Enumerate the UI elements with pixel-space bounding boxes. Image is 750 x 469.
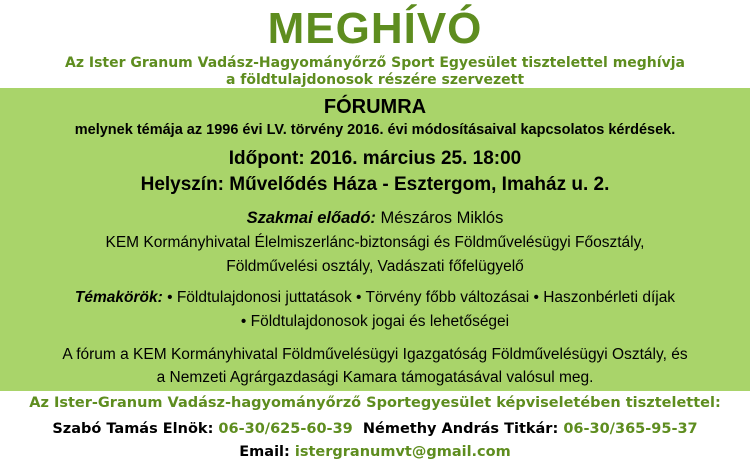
footer: [0, 391, 750, 469]
secretary-label: Némethy András Titkár:: [362, 421, 564, 437]
president-label: Szabó Tamás Elnök:: [52, 421, 219, 437]
topics-line-2: • Földtulajdonosok jogai és lehetőségei: [240, 313, 510, 330]
event-place: Helyszín: Művelődés Háza - Esztergom, Imaház u. 2.: [140, 174, 610, 195]
secretary-phone: 06-30/365-95-37: [563, 421, 698, 437]
subtitle-line-1: Az Ister Granum Vadász-Hagyományőrző Sport Egyesület tisztelettel meghívja: [65, 55, 685, 71]
email-address[interactable]: istergranumvt@gmail.com: [294, 444, 511, 460]
support-line-2: a Nemzeti Agrárgazdasági Kamara támogatásával valósul meg.: [156, 369, 594, 386]
support-line-1: A fórum a KEM Kormányhivatal Földművelésügyi Igazgatóság Földművelésügyi Osztály, és: [62, 346, 688, 363]
office-line-2: Földművelési osztály, Vadászati főfelügyelő: [226, 258, 524, 275]
email-line: [0, 444, 750, 460]
email-label: Email:: [239, 444, 295, 460]
forum-heading: FÓRUMRA: [323, 96, 427, 118]
speaker-label: Szakmai előadó:: [246, 209, 376, 227]
subtitle-line-2: a földtulajdonosok részére szervezett: [225, 72, 525, 88]
event-date: Időpont: 2016. március 25. 18:00: [228, 148, 522, 169]
page-title: MEGHÍVÓ: [267, 4, 483, 53]
topics-label: Témakörök:: [74, 289, 163, 306]
speaker-line: [0, 209, 750, 228]
office-line-1: KEM Kormányhivatal Élelmiszerlánc-biztonsági és Földművelésügyi Főosztály,: [105, 234, 645, 251]
content-band: [0, 88, 750, 391]
president-phone: 06-30/625-60-39: [218, 421, 353, 437]
contacts-line: [0, 421, 750, 437]
theme-text: melynek témája az 1996 évi LV. törvény 2016. évi módosításaival kapcsolatos kérdések.: [74, 122, 676, 138]
footer-line-1: Az Ister-Granum Vadász-hagyományőrző Sportegyesület képviseletében tisztelettel:: [29, 395, 721, 411]
speaker-name: Mészáros Miklós: [375, 209, 504, 227]
header: [0, 0, 750, 88]
topics-line: [0, 289, 750, 307]
topics-text: • Földtulajdonosi juttatások • Törvény főbb változásai • Haszonbérleti díjak: [162, 289, 676, 306]
